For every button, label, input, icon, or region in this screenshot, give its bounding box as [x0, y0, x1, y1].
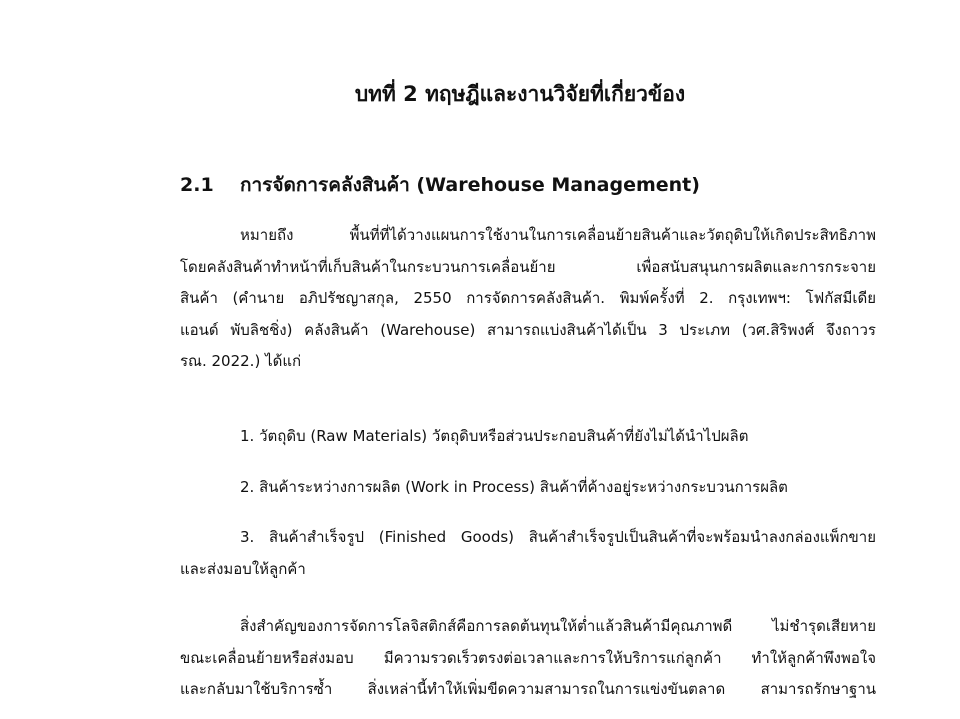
- section-heading: [180, 170, 700, 200]
- paragraph-line: สิ่งสำคัญของการจัดการโลจิสติกส์คือการลดต้นทุนให้ต่ำแล้วสินค้ามีคุณภาพดี ไม่ชำรุดเสียหาย: [240, 617, 876, 635]
- section-title: การจัดการคลังสินค้า (Warehouse Management): [240, 174, 700, 196]
- paragraph-line: หมายถึง พื้นที่ที่ได้วางแผนการใช้งานในการเคลื่อนย้ายสินค้าและวัตถุดิบให้เกิดประสิทธิภาพ: [240, 226, 876, 244]
- paragraph-line: โดยคลังสินค้าทำหน้าที่เก็บสินค้าในกระบวนการเคลื่อนย้าย เพื่อสนับสนุนการผลิตและการกระจาย: [180, 257, 876, 276]
- list-item-text: และส่งมอบให้ลูกค้า: [180, 559, 306, 578]
- list-item-text: 3. สินค้าสำเร็จรูป (Finished Goods) สินค้าสำเร็จรูปเป็นสินค้าที่จะพร้อมนำลงกล่องแพ็กขาย: [240, 528, 876, 546]
- list-item-raw-materials: [180, 421, 876, 453]
- paragraph-line: สินค้า (คำนาย อภิปรัชญาสกุล, 2550 การจัดการคลังสินค้า. พิมพ์ครั้งที่ 2. กรุงเทพฯ: โฟกัสมีเดีย: [180, 289, 876, 307]
- list-item-finished-goods: [180, 522, 876, 585]
- chapter-title: บทที่ 2 ทฤษฎีและงานวิจัยที่เกี่ยวข้อง: [354, 82, 686, 106]
- list-item-work-in-process: [180, 472, 876, 504]
- paragraph-warehouse-definition: [180, 220, 876, 378]
- paragraph-line: รณ. 2022.) ได้แก่: [180, 352, 302, 370]
- section-number: 2.1: [180, 174, 214, 196]
- paragraph-line: แอนด์ พับลิชชิ่ง) คลังสินค้า (Warehouse) สามารถแบ่งสินค้าได้เป็น 3 ประเภท (วศ.สิริพงศ์ จึงถาวร: [180, 320, 876, 339]
- paragraph-line: และกลับมาใช้บริการซ้ำ สิ่งเหล่านี้ทำให้เพิ่มขีดความสามารถในการแข่งขันตลาด สามารถรักษาฐาน: [180, 680, 876, 698]
- paragraph-line: ขณะเคลื่อนย้ายหรือส่งมอบ มีความรวดเร็วตรงต่อเวลาและการให้บริการแก่ลูกค้า ทำให้ลูกค้าพึงพอใจ: [180, 648, 876, 667]
- list-item-text: 2. สินค้าระหว่างการผลิต (Work in Process) สินค้าที่ค้างอยู่ระหว่างกระบวนการผลิต: [240, 478, 788, 496]
- paragraph-logistics-importance: [180, 611, 876, 706]
- list-item-text: 1. วัตถุดิบ (Raw Materials) วัตถุดิบหรือส่วนประกอบสินค้าที่ยังไม่ได้นำไปผลิต: [240, 427, 749, 445]
